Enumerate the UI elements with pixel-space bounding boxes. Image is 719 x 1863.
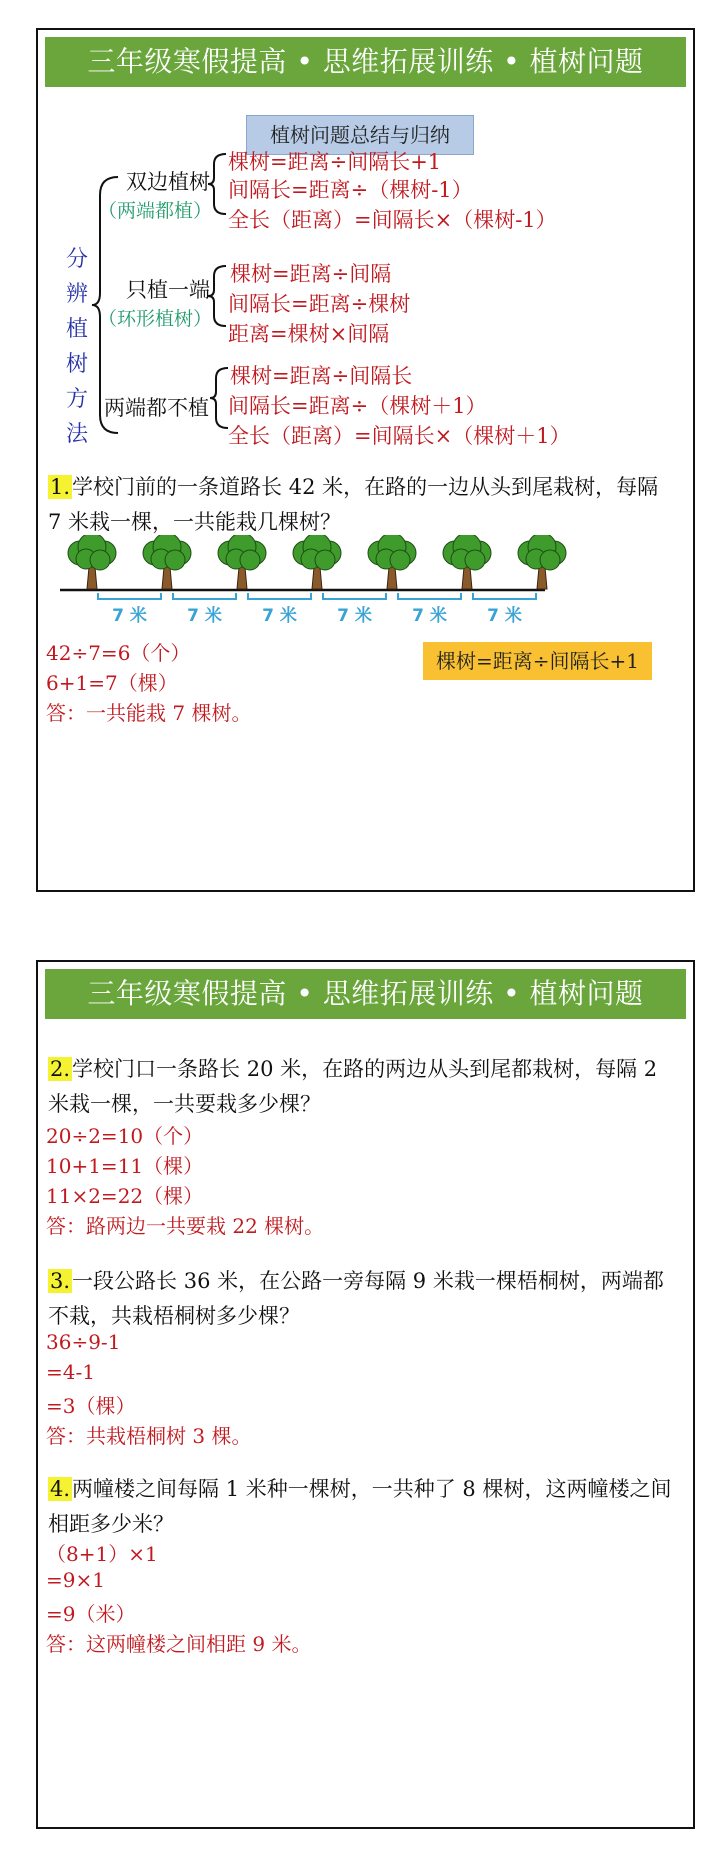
question-1 (48, 470, 678, 540)
category-sub: （两端都植） (98, 200, 213, 222)
interval-bracket (398, 593, 461, 599)
interval-label: 7 米 (187, 606, 222, 626)
solution-line: =9×1 (46, 1568, 105, 1592)
tree-diagram (50, 535, 680, 635)
interval-label: 7 米 (337, 606, 372, 626)
banner-title: 三年级寒假提高 • 思维拓展训练 • 植树问题 (45, 969, 686, 1019)
question-number: 3. (50, 1269, 71, 1293)
formula: 间隔长=距离÷（棵树-1） (228, 178, 473, 202)
interval-bracket (248, 593, 311, 599)
side-label-char: 辨 (65, 282, 88, 307)
answer-line: 答：这两幢楼之间相距 9 米。 (46, 1632, 312, 1656)
category-name: 双边植树 (126, 170, 210, 194)
question-number: 4. (50, 1477, 71, 1501)
solution-line: 36÷9-1 (46, 1330, 121, 1354)
tree-icon (218, 535, 266, 589)
solution-line: =3（棵） (46, 1394, 136, 1418)
question-number: 1. (50, 475, 71, 499)
solution-line: （8+1）×1 (46, 1542, 158, 1566)
question-4 (48, 1472, 678, 1542)
question-text: 一段公路长 36 米，在公路一旁每隔 9 米栽一棵梧桐树，两端都不栽，共栽梧桐树多少棵？ (48, 1269, 664, 1328)
interval-bracket (323, 593, 386, 599)
solution-line: 6+1=7（棵） (46, 671, 178, 695)
side-label (64, 242, 90, 452)
question-number: 2. (50, 1057, 71, 1081)
interval-label: 7 米 (262, 606, 297, 626)
formula: 全长（距离）=间隔长×（棵树-1） (228, 208, 557, 232)
side-label-char: 方 (65, 387, 88, 412)
answer-line: 答：一共能栽 7 棵树。 (46, 701, 252, 725)
interval-bracket (98, 593, 161, 599)
question-text: 两幢楼之间每隔 1 米种一棵树，一共种了 8 棵树，这两幢楼之间相距多少米？ (48, 1477, 672, 1536)
tree-icon (368, 535, 416, 589)
answer-line: 答：路两边一共要栽 22 棵树。 (46, 1214, 325, 1238)
tree-icon (443, 535, 491, 589)
interval-label: 7 米 (487, 606, 522, 626)
solution-line: 11×2=22（棵） (46, 1184, 204, 1208)
question-text: 学校门前的一条道路长 42 米，在路的一边从头到尾栽树，每隔 7 米栽一棵，一共能栽几棵树？ (48, 475, 659, 534)
formula-highlight-box: 棵树=距离÷间隔长+1 (423, 642, 652, 680)
category-brace (206, 152, 228, 216)
side-label-char: 法 (65, 422, 88, 447)
answer-line: 答：共栽梧桐树 3 棵。 (46, 1424, 252, 1448)
category-brace (206, 264, 228, 328)
side-label-char: 树 (65, 352, 88, 377)
formula: 棵树=距离÷间隔 (230, 262, 392, 286)
summary-title: 植树问题总结与归纳 (246, 115, 474, 155)
formula: 棵树=距离÷间隔长 (230, 364, 413, 388)
formula: 全长（距离）=间隔长×（棵树＋1） (228, 424, 571, 448)
worksheet-page-2 (36, 960, 695, 1829)
interval-label: 7 米 (112, 606, 147, 626)
solution-line: 42÷7=6（个） (46, 641, 191, 665)
side-label-char: 植 (65, 317, 88, 342)
interval-bracket (473, 593, 536, 599)
banner-title: 三年级寒假提高 • 思维拓展训练 • 植树问题 (45, 37, 686, 87)
category-name: 只植一端 (126, 278, 210, 302)
tree-icon (143, 535, 191, 589)
question-text: 学校门口一条路长 20 米，在路的两边从头到尾都栽树，每隔 2 米栽一棵，一共要栽多少棵？ (48, 1057, 658, 1116)
side-label-char: 分 (65, 247, 88, 272)
solution-line: 20÷2=10（个） (46, 1124, 204, 1148)
tree-icon (68, 535, 116, 589)
category-name: 两端都不植 (104, 396, 209, 420)
formula: 距离=棵树×间隔 (228, 322, 390, 346)
category-sub: （环形植树） (98, 308, 213, 330)
formula: 棵树=距离÷间隔长+1 (228, 150, 442, 174)
question-2 (48, 1052, 678, 1122)
solution-line: =4-1 (46, 1360, 95, 1384)
tree-icon (518, 535, 566, 589)
solution-line: =9（米） (46, 1602, 136, 1626)
solution-line: 10+1=11（棵） (46, 1154, 204, 1178)
question-3 (48, 1264, 678, 1334)
formula: 间隔长=距离÷（棵树＋1） (228, 394, 487, 418)
interval-label: 7 米 (412, 606, 447, 626)
tree-icon (293, 535, 341, 589)
category-brace (208, 366, 230, 430)
interval-bracket (173, 593, 236, 599)
worksheet-page-1 (36, 28, 695, 892)
formula: 间隔长=距离÷棵树 (228, 292, 411, 316)
